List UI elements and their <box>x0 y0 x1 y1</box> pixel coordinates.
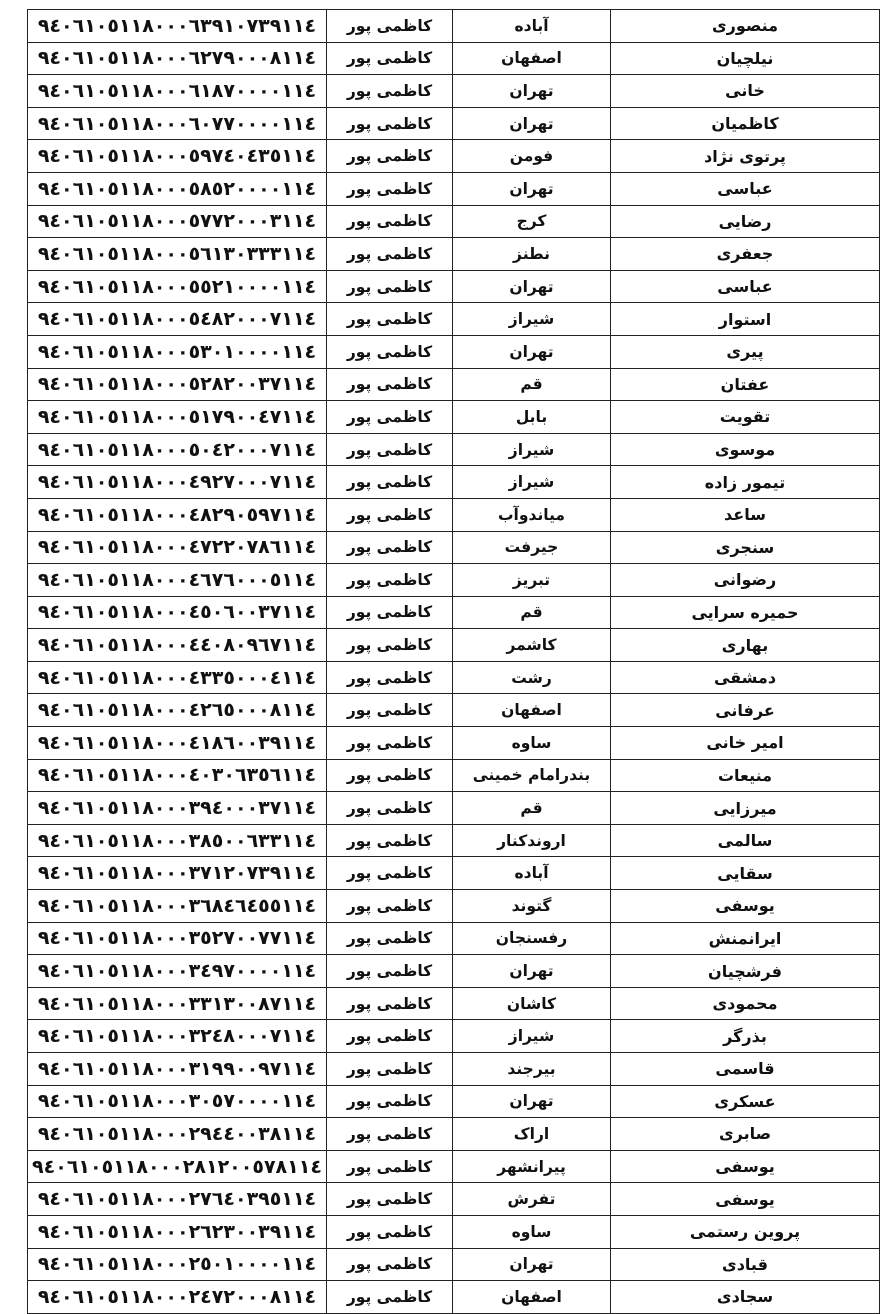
account-number-cell: ۹٤٠٦١٠٥١١٨٠٠٠٦٠٧٧٠٠٠٠١١٤ <box>28 107 327 140</box>
city-cell: قم <box>453 596 611 629</box>
table-row <box>28 172 880 205</box>
table-row <box>28 140 880 173</box>
agent-cell: کاظمی پور <box>327 205 453 238</box>
table-row <box>28 270 880 303</box>
surname-cell: تیمور زاده <box>611 466 880 499</box>
surname-cell: منصوری <box>611 10 880 43</box>
table-row <box>28 335 880 368</box>
surname-cell: دمشقی <box>611 661 880 694</box>
agent-cell: کاظمی پور <box>327 42 453 75</box>
account-number-cell: ۹٤٠٦١٠٥١١٨٠٠٠٦١٨٧٠٠٠٠١١٤ <box>28 75 327 108</box>
agent-cell: کاظمی پور <box>327 1118 453 1151</box>
agent-cell: کاظمی پور <box>327 401 453 434</box>
agent-cell: کاظمی پور <box>327 498 453 531</box>
city-cell: شیراز <box>453 1020 611 1053</box>
account-number-cell: ۹٤٠٦١٠٥١١٨٠٠٠٥٨٥٢٠٠٠٠١١٤ <box>28 172 327 205</box>
city-cell: تهران <box>453 107 611 140</box>
table-row <box>28 1281 880 1314</box>
account-number-cell: ۹٤٠٦١٠٥١١٨٠٠٠٤٦٧٦٠٠٠٥١١٤ <box>28 564 327 597</box>
account-number-cell: ۹٤٠٦١٠٥١١٨٠٠٠٥٢٨٢٠٠٣٧١١٤ <box>28 368 327 401</box>
agent-cell: کاظمی پور <box>327 922 453 955</box>
account-number-cell: ۹٤٠٦١٠٥١١٨٠٠٠٥٤٨٢٠٠٠٧١١٤ <box>28 303 327 336</box>
agent-cell: کاظمی پور <box>327 531 453 564</box>
city-cell: تهران <box>453 955 611 988</box>
table-row <box>28 922 880 955</box>
agent-cell: کاظمی پور <box>327 368 453 401</box>
account-number-cell: ۹٤٠٦١٠٥١١٨٠٠٠٣٣١٣٠٠٨٧١١٤ <box>28 987 327 1020</box>
agent-cell: کاظمی پور <box>327 1020 453 1053</box>
agent-cell: کاظمی پور <box>327 694 453 727</box>
city-cell: میاندوآب <box>453 498 611 531</box>
agent-cell: کاظمی پور <box>327 987 453 1020</box>
city-cell: ساوه <box>453 727 611 760</box>
agent-cell: کاظمی پور <box>327 1053 453 1086</box>
agent-cell: کاظمی پور <box>327 433 453 466</box>
agent-cell: کاظمی پور <box>327 824 453 857</box>
table-row <box>28 564 880 597</box>
surname-cell: سنجری <box>611 531 880 564</box>
city-cell: رشت <box>453 661 611 694</box>
surname-cell: پیری <box>611 335 880 368</box>
surname-cell: پرتوی نژاد <box>611 140 880 173</box>
agent-cell: کاظمی پور <box>327 335 453 368</box>
city-cell: شیراز <box>453 466 611 499</box>
table-row <box>28 1118 880 1151</box>
table-row <box>28 1085 880 1118</box>
city-cell: گتوند <box>453 890 611 923</box>
city-cell: بندرامام خمینی <box>453 759 611 792</box>
table-row <box>28 401 880 434</box>
agent-cell: کاظمی پور <box>327 1150 453 1183</box>
agent-cell: کاظمی پور <box>327 1215 453 1248</box>
table-row <box>28 1215 880 1248</box>
surname-cell: سقایی <box>611 857 880 890</box>
agent-cell: کاظمی پور <box>327 172 453 205</box>
city-cell: اصفهان <box>453 42 611 75</box>
table-row <box>28 1053 880 1086</box>
city-cell: آباده <box>453 857 611 890</box>
account-number-cell: ۹٤٠٦١٠٥١١٨٠٠٠٤٩٢٧٠٠٠٧١١٤ <box>28 466 327 499</box>
agent-cell: کاظمی پور <box>327 1248 453 1281</box>
account-number-cell: ۹٤٠٦١٠٥١١٨٠٠٠٢٧٦٤٠٣٩٥١١٤ <box>28 1183 327 1216</box>
agent-cell: کاظمی پور <box>327 1085 453 1118</box>
table-row <box>28 433 880 466</box>
account-number-cell: ۹٤٠٦١٠٥١١٨٠٠٠٣١٩٩٠٠٩٧١١٤ <box>28 1053 327 1086</box>
account-number-cell: ۹٤٠٦١٠٥١١٨٠٠٠٥٩٧٤٠٤٣٥١١٤ <box>28 140 327 173</box>
surname-cell: پروین رستمی <box>611 1215 880 1248</box>
surname-cell: یوسفی <box>611 1150 880 1183</box>
city-cell: تهران <box>453 335 611 368</box>
city-cell: فومن <box>453 140 611 173</box>
surname-cell: بهاری <box>611 629 880 662</box>
table-row <box>28 1183 880 1216</box>
account-number-cell: ۹٤٠٦١٠٥١١٨٠٠٠٤١٨٦٠٠٣٩١١٤ <box>28 727 327 760</box>
account-number-cell: ۹٤٠٦١٠٥١١٨٠٠٠٢٤٧٢٠٠٠٨١١٤ <box>28 1281 327 1314</box>
city-cell: کاشمر <box>453 629 611 662</box>
account-number-cell: ۹٤٠٦١٠٥١١٨٠٠٠٥٥٢١٠٠٠٠١١٤ <box>28 270 327 303</box>
table-row <box>28 10 880 43</box>
surname-cell: موسوی <box>611 433 880 466</box>
city-cell: اراک <box>453 1118 611 1151</box>
city-cell: تهران <box>453 270 611 303</box>
surname-cell: فرشچیان <box>611 955 880 988</box>
city-cell: رفسنجان <box>453 922 611 955</box>
city-cell: تفرش <box>453 1183 611 1216</box>
account-number-cell: ۹٤٠٦١٠٥١١٨٠٠٠٣٥٢٧٠٠٧٧١١٤ <box>28 922 327 955</box>
city-cell: تهران <box>453 75 611 108</box>
city-cell: اصفهان <box>453 1281 611 1314</box>
agent-cell: کاظمی پور <box>327 107 453 140</box>
city-cell: کرج <box>453 205 611 238</box>
account-number-cell: ۹٤٠٦١٠٥١١٨٠٠٠٣٧١٢٠٧٣٩١١٤ <box>28 857 327 890</box>
surname-cell: عرفانی <box>611 694 880 727</box>
surname-cell: یوسفی <box>611 890 880 923</box>
city-cell: بابل <box>453 401 611 434</box>
agent-cell: کاظمی پور <box>327 727 453 760</box>
table-row <box>28 205 880 238</box>
agent-cell: کاظمی پور <box>327 857 453 890</box>
agent-cell: کاظمی پور <box>327 270 453 303</box>
agent-cell: کاظمی پور <box>327 792 453 825</box>
surname-cell: عسکری <box>611 1085 880 1118</box>
surname-cell: میرزایی <box>611 792 880 825</box>
agent-cell: کاظمی پور <box>327 1183 453 1216</box>
city-cell: جیرفت <box>453 531 611 564</box>
agent-cell: کاظمی پور <box>327 759 453 792</box>
city-cell: تبریز <box>453 564 611 597</box>
table-row <box>28 824 880 857</box>
table-row <box>28 498 880 531</box>
account-number-cell: ۹٤٠٦١٠٥١١٨٠٠٠٥١٧٩٠٠٤٧١١٤ <box>28 401 327 434</box>
surname-cell: رضوانی <box>611 564 880 597</box>
account-number-cell: ۹٤٠٦١٠٥١١٨٠٠٠٤٤٠٨٠٩٦٧١١٤ <box>28 629 327 662</box>
account-number-cell: ۹٤٠٦١٠٥١١٨٠٠٠٥٣٠١٠٠٠٠١١٤ <box>28 335 327 368</box>
surname-cell: کاظمیان <box>611 107 880 140</box>
surname-cell: حمیره سرایی <box>611 596 880 629</box>
table-row <box>28 238 880 271</box>
city-cell: شیراز <box>453 303 611 336</box>
account-number-cell: ۹٤٠٦١٠٥١١٨٠٠٠٢٨١٢٠٠٥٧٨١١٤ <box>28 1150 327 1183</box>
account-number-cell: ۹٤٠٦١٠٥١١٨٠٠٠٥٦١٣٠٣٣٣١١٤ <box>28 238 327 271</box>
account-number-cell: ۹٤٠٦١٠٥١١٨٠٠٠٣٩٤٠٠٠٣٧١١٤ <box>28 792 327 825</box>
agent-cell: کاظمی پور <box>327 661 453 694</box>
table-row <box>28 759 880 792</box>
city-cell: بیرجند <box>453 1053 611 1086</box>
account-number-cell: ۹٤٠٦١٠٥١١٨٠٠٠٥٠٤٢٠٠٠٧١١٤ <box>28 433 327 466</box>
account-number-cell: ۹٤٠٦١٠٥١١٨٠٠٠٦٢٧٩٠٠٠٨١١٤ <box>28 42 327 75</box>
account-number-cell: ۹٤٠٦١٠٥١١٨٠٠٠٣٢٤٨٠٠٠٧١١٤ <box>28 1020 327 1053</box>
city-cell: ساوه <box>453 1215 611 1248</box>
surname-cell: استوار <box>611 303 880 336</box>
surname-cell: سالمی <box>611 824 880 857</box>
account-number-cell: ۹٤٠٦١٠٥١١٨٠٠٠٣٦٨٤٦٤٥٥١١٤ <box>28 890 327 923</box>
table-row <box>28 368 880 401</box>
surname-cell: منیعات <box>611 759 880 792</box>
city-cell: آباده <box>453 10 611 43</box>
table-row <box>28 792 880 825</box>
table-row <box>28 727 880 760</box>
records-table <box>27 9 880 1314</box>
city-cell: کاشان <box>453 987 611 1020</box>
agent-cell: کاظمی پور <box>327 466 453 499</box>
surname-cell: عباسی <box>611 270 880 303</box>
account-number-cell: ۹٤٠٦١٠٥١١٨٠٠٠٢٩٤٤٠٠٣٨١١٤ <box>28 1118 327 1151</box>
surname-cell: جعفری <box>611 238 880 271</box>
table-row <box>28 1248 880 1281</box>
surname-cell: عفتان <box>611 368 880 401</box>
city-cell: اصفهان <box>453 694 611 727</box>
surname-cell: خانی <box>611 75 880 108</box>
table-row <box>28 466 880 499</box>
agent-cell: کاظمی پور <box>327 629 453 662</box>
account-number-cell: ۹٤٠٦١٠٥١١٨٠٠٠٣٤٩٧٠٠٠٠١١٤ <box>28 955 327 988</box>
surname-cell: قبادی <box>611 1248 880 1281</box>
account-number-cell: ۹٤٠٦١٠٥١١٨٠٠٠٤٢٦٥٠٠٠٨١١٤ <box>28 694 327 727</box>
table-row <box>28 890 880 923</box>
table-row <box>28 42 880 75</box>
city-cell: تهران <box>453 1085 611 1118</box>
agent-cell: کاظمی پور <box>327 75 453 108</box>
table-row <box>28 596 880 629</box>
account-number-cell: ۹٤٠٦١٠٥١١٨٠٠٠٦٣٩١٠٧٣٩١١٤ <box>28 10 327 43</box>
account-number-cell: ۹٤٠٦١٠٥١١٨٠٠٠٣٨٥٠٠٦٣٣١١٤ <box>28 824 327 857</box>
city-cell: شیراز <box>453 433 611 466</box>
table-row <box>28 531 880 564</box>
account-number-cell: ۹٤٠٦١٠٥١١٨٠٠٠٢٦٢٣٠٠٣٩١١٤ <box>28 1215 327 1248</box>
table-row <box>28 987 880 1020</box>
surname-cell: قاسمی <box>611 1053 880 1086</box>
surname-cell: ساعد <box>611 498 880 531</box>
surname-cell: عباسی <box>611 172 880 205</box>
surname-cell: محمودی <box>611 987 880 1020</box>
agent-cell: کاظمی پور <box>327 564 453 597</box>
city-cell: اروندکنار <box>453 824 611 857</box>
city-cell: تهران <box>453 172 611 205</box>
city-cell: پیرانشهر <box>453 1150 611 1183</box>
city-cell: نطنز <box>453 238 611 271</box>
account-number-cell: ۹٤٠٦١٠٥١١٨٠٠٠٤٥٠٦٠٠٣٧١١٤ <box>28 596 327 629</box>
surname-cell: امیر خانی <box>611 727 880 760</box>
table-row <box>28 303 880 336</box>
surname-cell: رضایی <box>611 205 880 238</box>
agent-cell: کاظمی پور <box>327 1281 453 1314</box>
account-number-cell: ۹٤٠٦١٠٥١١٨٠٠٠٤٠٣٠٦٣٥٦١١٤ <box>28 759 327 792</box>
table-row <box>28 694 880 727</box>
surname-cell: بذرگر <box>611 1020 880 1053</box>
city-cell: تهران <box>453 1248 611 1281</box>
city-cell: قم <box>453 792 611 825</box>
surname-cell: تقویت <box>611 401 880 434</box>
account-number-cell: ۹٤٠٦١٠٥١١٨٠٠٠٢٥٠١٠٠٠٠١١٤ <box>28 1248 327 1281</box>
surname-cell: یوسفی <box>611 1183 880 1216</box>
surname-cell: صابری <box>611 1118 880 1151</box>
table-row <box>28 857 880 890</box>
agent-cell: کاظمی پور <box>327 238 453 271</box>
surname-cell: ایرانمنش <box>611 922 880 955</box>
agent-cell: کاظمی پور <box>327 890 453 923</box>
agent-cell: کاظمی پور <box>327 10 453 43</box>
account-number-cell: ۹٤٠٦١٠٥١١٨٠٠٠٥٧٧٢٠٠٠٣١١٤ <box>28 205 327 238</box>
agent-cell: کاظمی پور <box>327 140 453 173</box>
agent-cell: کاظمی پور <box>327 303 453 336</box>
agent-cell: کاظمی پور <box>327 596 453 629</box>
table-row <box>28 107 880 140</box>
table-row <box>28 629 880 662</box>
table-row <box>28 661 880 694</box>
city-cell: قم <box>453 368 611 401</box>
records-table-body <box>28 10 880 1314</box>
surname-cell: نیلچیان <box>611 42 880 75</box>
account-number-cell: ۹٤٠٦١٠٥١١٨٠٠٠٤٨٢٩٠٥٩٧١١٤ <box>28 498 327 531</box>
table-row <box>28 955 880 988</box>
agent-cell: کاظمی پور <box>327 955 453 988</box>
table-row <box>28 75 880 108</box>
account-number-cell: ۹٤٠٦١٠٥١١٨٠٠٠٤٣٣٥٠٠٠٤١١٤ <box>28 661 327 694</box>
table-row <box>28 1150 880 1183</box>
surname-cell: سجادی <box>611 1281 880 1314</box>
table-row <box>28 1020 880 1053</box>
account-number-cell: ۹٤٠٦١٠٥١١٨٠٠٠٤٧٢٢٠٧٨٦١١٤ <box>28 531 327 564</box>
account-number-cell: ۹٤٠٦١٠٥١١٨٠٠٠٣٠٥٧٠٠٠٠١١٤ <box>28 1085 327 1118</box>
